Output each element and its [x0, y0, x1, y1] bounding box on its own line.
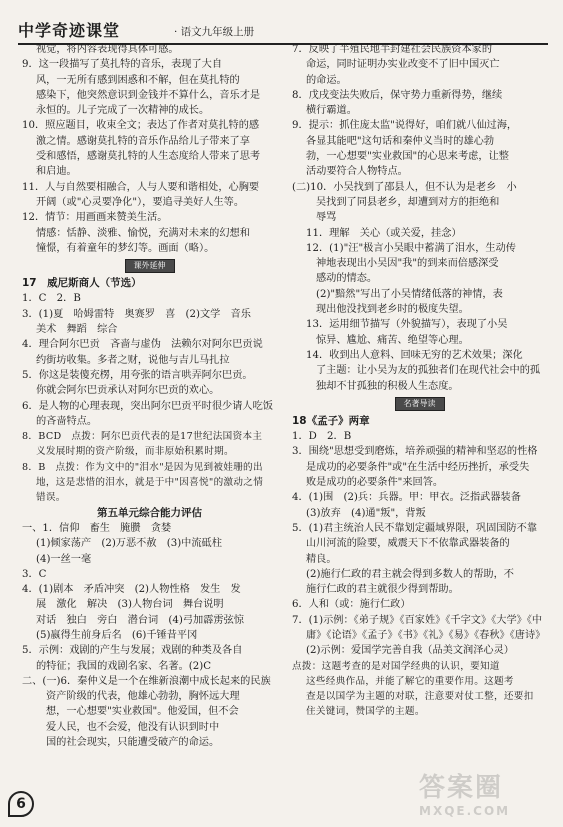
text-line: 3．(1)夏 哈姆雷特 奥赛罗 喜 (2)文学 音乐 — [22, 308, 251, 320]
text-line: 施行仁政的君主就很少得到帮助。 — [306, 584, 459, 596]
text-line: 1．C 2．B — [22, 293, 81, 305]
text-line: 点拨：这题考查的是对国学经典的认识，要知道 — [292, 660, 500, 672]
page-header — [18, 10, 548, 44]
text-line: 是成功的必要条件"或"在生活中经历挫折，承受失 — [306, 461, 530, 473]
text-line: 感染下，他突然意识到金钱并不算什么，音乐才是 — [36, 89, 261, 101]
text-line: (2)施行仁政的君主就会得到多数人的帮助，不 — [306, 568, 514, 580]
text-line: 3．C — [22, 568, 47, 580]
text-line: 现出他没找到老乡时的极度失望。 — [316, 304, 469, 316]
text-line: 爱人民，也不会爱，他没有认识到时中 — [46, 721, 220, 733]
text-line: 5．(1)君主统治人民不靠划定疆域界限，巩固国防不靠 — [292, 522, 538, 534]
text-line: 受和感悟，感谢莫扎特的人生态度给人带来了思考 — [36, 151, 261, 163]
text-line: 3．围绕"思想受到磨炼，培养顽强的精神和坚忍的性格 — [292, 446, 538, 458]
section-banner: 名著导读 — [395, 397, 445, 411]
text-line: (1)倾家荡产 (2)万恶不赦 (3)中流砥柱 — [36, 538, 222, 550]
text-line: 神地表现出小吴因"我"的到来而倍感深受 — [316, 258, 499, 270]
text-line: 9．提示：抓住庞太监"说得好，咱们就八仙过海， — [292, 120, 518, 132]
text-line: 约街坊收集。多者之财，说他与吉儿马扎拉 — [36, 354, 230, 366]
text-line: 败是成功的必要条件"来回答。 — [306, 477, 444, 489]
text-line: 13．运用细节描写（外貌描写），表现了小吴 — [306, 319, 508, 331]
text-line: 6．是人物的心理表现，突出阿尔巴贡平时很少请人吃饭 — [22, 400, 273, 412]
watermark-logo — [419, 767, 549, 819]
text-line: 了主题：让小吴为友的孤独者们在现代社会中的孤 — [316, 365, 541, 377]
text-line: (3)放弃 (4)通"叛"，背叛 — [306, 507, 426, 519]
text-line: 14．收到出人意料、回味无穷的艺术效果；深化 — [306, 349, 523, 361]
text-line: 6．人和（或：施行仁政） — [292, 599, 411, 611]
text-line: 11．理解 关心（或关爱，挂念） — [306, 227, 462, 239]
text-line: 横行霸道。 — [306, 105, 357, 117]
text-line: 12．情节：用画画来赞美生活。 — [22, 212, 168, 224]
text-line: 12．(1)"汪"极言小吴眼中蓄满了泪水，生动传 — [306, 242, 516, 254]
watermark-top: 答案圈 — [419, 773, 504, 803]
text-line: 4．(1)剧本 矛盾冲突 (2)人物性格 发生 发 — [22, 584, 241, 596]
text-line: 想，一心想要"实业救国"。他爱国，但不会 — [46, 706, 239, 718]
text-line: (二)10．小吴找到了邵县人，但不认为是老乡 小 — [292, 181, 517, 193]
text-line: 和启迪。 — [36, 166, 77, 178]
text-line: 各显其能吧"这句话和秦仲义当时的雄心勃 — [306, 135, 495, 147]
text-line: 这些经典作品，并能了解它的重要作用。这题考 — [306, 675, 514, 687]
text-line: (2)示例：爱国学完善自我（品美文润泽心灵） — [306, 645, 514, 657]
text-line: 的特征；我国的戏剧名家、名著。(2)C — [36, 660, 212, 672]
text-line: 义发展时期的资产阶级，而非原始积累时期。 — [36, 446, 234, 458]
text-line: 4．理合阿尔巴贡 吝啬与虚伪 法赖尔对阿尔巴贡说 — [22, 339, 263, 351]
text-line: (5)嬴得生前身后名 (6)千锤昔平冈 — [36, 629, 198, 641]
text-line: 辱骂 — [316, 212, 337, 224]
watermark-bottom: MXQE.COM — [419, 804, 511, 818]
section-heading: 17 威尼斯商人（节选） — [22, 277, 142, 290]
text-line: 命运，同时证明办实业改变不了旧中国灭亡 — [306, 59, 500, 71]
text-line: 资产阶级的代表，他雄心勃勃，胸怀远大理 — [46, 691, 240, 703]
text-line: 8．戊戌变法失败后，保守势力重新得势，继续 — [292, 89, 503, 101]
text-line: 7．反映了半殖民地半封建社会民族资本家的 — [292, 44, 493, 55]
book-title: 中学奇迹课堂 — [18, 21, 121, 40]
text-line: 吴找到了同县老乡，却遭到对方的拒绝和 — [316, 196, 500, 208]
text-line: 情感：恬静、淡雅、愉悦，充满对未来的幻想和 — [36, 227, 250, 239]
text-line: 的吝啬特点。 — [36, 415, 98, 427]
text-line: 10．照应题目，收束全文；表达了作者对莫扎特的感 — [22, 120, 260, 132]
text-line: 展 激化 解决 (3)人物台词 舞台说明 — [36, 599, 224, 611]
text-line: 惊异、尴尬、痛苦、绝望等心理。 — [316, 334, 469, 346]
text-line: 错误。 — [36, 492, 66, 504]
book-subtitle: · 语文九年级上册 — [174, 26, 255, 38]
text-line: 5．示例：戏剧的产生与发展；戏剧的种类及各自 — [22, 645, 243, 657]
text-line: 8．BCD 点拨：阿尔巴贡代表的是17世纪法国资本主 — [22, 431, 263, 443]
text-line: 11．人与自然要相融合，人与人要和谐相处，心胸要 — [22, 181, 260, 193]
text-line: 二、(一)6．秦仲义是一个在维新浪潮中成长起来的民族 — [22, 675, 271, 687]
right-column — [292, 42, 547, 720]
text-line: 活动要符合人物特点。 — [306, 166, 408, 178]
text-line: 美术 舞蹈 综合 — [36, 324, 118, 336]
page-number: 6 — [8, 791, 34, 817]
text-line: 7．(1)示例：《弟子规》《百家姓》《千字文》《大学》《中 — [292, 614, 543, 626]
text-line: 独却不甘孤独的积极人生态度。 — [316, 380, 459, 392]
text-line: 住关键词，赞国学的主题。 — [306, 706, 425, 718]
text-line: 你就会阿尔巴贡承认对阿尔巴贡的欢心。 — [36, 385, 220, 397]
text-line: 查是以国学为主题的对联，注意要对仗工整，还要扣 — [306, 691, 534, 703]
text-line: 开阔（或"心灵要净化"），要追寻美好人生等。 — [36, 196, 245, 208]
text-line: (2)"黯然"写出了小吴情绪低落的神情，表 — [316, 288, 503, 300]
text-line: 4．(1)围 (2)兵：兵器。甲：甲衣。泛指武器装备 — [292, 492, 521, 504]
text-line: 勃，一心想要"实业救国"的心思来考虑，让整 — [306, 151, 509, 163]
section-heading: 18《孟子》两章 — [292, 414, 370, 427]
section-heading: 第五单元综合能力评估 — [97, 506, 202, 519]
text-line: 风，一无所有感到困惑和不解，但在莫扎特的 — [36, 74, 240, 86]
left-column — [22, 42, 277, 750]
text-line: 山川河流的险要，威震天下不依靠武器装备的 — [306, 538, 510, 550]
text-line: 视觉，将内容表现得具体可感。 — [36, 44, 179, 55]
text-line: 1．D 2．B — [292, 431, 352, 443]
text-line: 精良。 — [306, 553, 337, 565]
text-line: 庸》《论语》《孟子》《书》《礼》《易》《春秋》《唐诗》 — [306, 629, 546, 641]
text-line: 的命运。 — [306, 74, 347, 86]
text-line: 地，这是悲惜的泪水，就是于中"因喜悦"的激动之情 — [36, 477, 264, 489]
text-line: 激之情。感谢莫扎特的音乐作品给儿子带来了享 — [36, 135, 250, 147]
text-line: 永恒的。儿子完成了一次精神的成长。 — [36, 105, 210, 117]
text-line: 一、1．信仰 畜生 腌臜 贪婪 — [22, 522, 172, 534]
text-line: 国的社会现实，只能遭受破产的命运。 — [46, 737, 220, 749]
text-line: 9．这一段描写了莫扎特的音乐，表现了大自 — [22, 59, 223, 71]
text-line: (4)一丝一毫 — [36, 553, 92, 565]
text-line: 对话 独白 旁白 潜台词 (4)弓加霹雳弦惊 — [36, 614, 244, 626]
text-line: 感动的情态。 — [316, 273, 378, 285]
section-banner: 课外延伸 — [125, 259, 175, 273]
text-line: 8．B 点拨：作为文中的"泪水"是因为见到被娃珊的出 — [22, 461, 263, 473]
text-line: 5．你这是装傻充楞，用夸张的语言哄弄阿尔巴贡。 — [22, 369, 253, 381]
text-line: 憧憬，有着童年的梦幻等。画面（略）。 — [36, 242, 215, 254]
